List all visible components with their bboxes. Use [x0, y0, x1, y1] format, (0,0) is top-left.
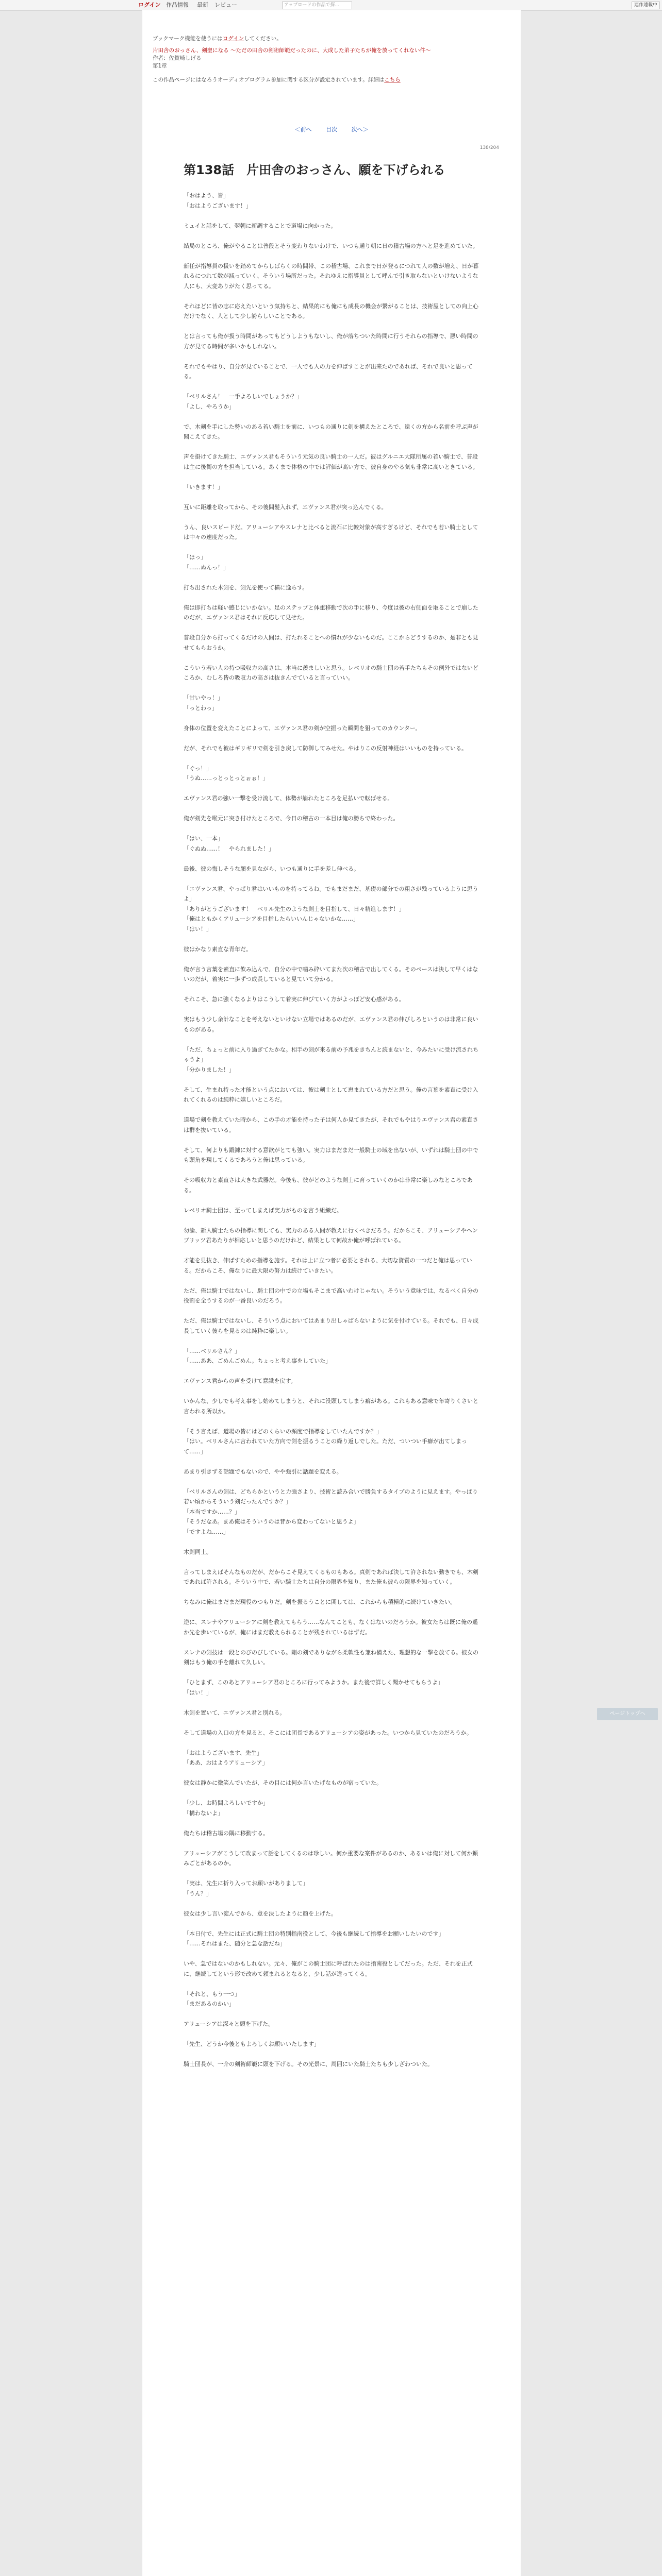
body-paragraph: 「それと、もう一つ」 「まだあるのかい」: [184, 1990, 240, 2007]
body-paragraph: 「ひとまず、このあとアリューシア君のところに行ってみようか。また後で詳しく聞かせてもらうよ」 「はい！」: [184, 1679, 444, 1696]
body-paragraph: ただ、俺は騎士ではないし、騎士団の中での立場もそこまで高いわけじゃない。そういう意味では、なるべく自分の役割を全うするのが一番良いのだろう。: [184, 1287, 478, 1304]
series-button[interactable]: 連作連載中: [632, 2, 660, 9]
body-paragraph: 結局のところ、俺がやることは普段とそう変わりないわけで、いつも通り朝に日の稽古場の方へと足を進めていた。: [184, 242, 478, 249]
body-paragraph: レベリオ騎士団は、至ってしまえば実力がものを言う組織だ。: [184, 1207, 342, 1214]
body-paragraph: それでもやはり、自分が見ていることで、一人でも人の力を伸ばすことが出来たのであれば、それで良いと思ってる。: [184, 363, 473, 380]
login-link[interactable]: ログイン: [138, 2, 161, 8]
body-paragraph: 道場で剣を教えていた時から、この手の才能を持った子は何人か見てきたが、それでもやはりエヴァンス君の素直さは群を抜いている。: [184, 1116, 478, 1133]
body-paragraph: 「エヴァンス君、やっぱり君はいいものを持ってるね。でもまだまだ、基礎の部分での粗さが残っているように思うよ」 「ありがとうございます！ ベリル先生のような剣士を目指して、日々精進します！」 「俺はともかくアリューシアを目指したらいいんじゃないかな……」 「はい！」: [184, 885, 478, 933]
chapter-pager: [142, 125, 521, 133]
body-paragraph: 騎士団長が、一介の剣術師範に頭を下げる。その光景に、周囲にいた騎士たちも少しざわついた。: [184, 2061, 433, 2067]
body-paragraph: ちなみに俺はまだまだ現役のつもりだ。剣を振るうことに関しては、これからも積極的に続けていきたい。: [184, 1599, 456, 1605]
body-paragraph: アリューシアは深々と頭を下げた。: [184, 2021, 274, 2027]
chapter-title: 第138話 片田舎のおっさん、願を下げられる: [184, 163, 445, 177]
search-input[interactable]: アップロードの作品で探...: [282, 2, 352, 9]
body-paragraph: 「おはよう、皆」 「おはようございます！」: [184, 192, 252, 209]
body-paragraph: 俺は即打ちは軽い感じにいかない。足のステップと体重移動で次の手に移り、今度は彼の右側面を取ることで崩したのだが、エヴァンス君はそれに反応して見せた。: [184, 604, 478, 621]
body-paragraph: 新任が指導員の扱いを踏めてからしばらくの時間帯、この稽古場、これまで日が登るにつれて人の数が増え、日が暮れるにつれて数が減っていく、そういう場所だった。それゆえに指導員として呼んで引き取らないといけないような人にも、大変ありがたく思ってる。: [184, 262, 479, 290]
body-paragraph: そして、何よりも鍛錬に対する意欲がとても強い。実力はまだまだ一般騎士の域を出ないが、いずれは騎士団の中でも頭角を現してくるであろうと俺は思っている。: [184, 1146, 478, 1163]
body-paragraph: とは言っても俺が扱う時間があってもどうしようもないし、俺が落ちついた時間に行うそれらの指導で、悪い時間の方が見てる時間が多いかもしれない。: [184, 333, 478, 350]
body-paragraph: 「先生、どうか今後ともよろしくお願いいたします」: [184, 2041, 320, 2047]
body-paragraph: そして、生まれ持った才能という点においては、彼は剣士として恵まれている方だと思う。俺の言葉を素直に受け入れてくれるのは純粋に嬉しいところだ。: [184, 1086, 478, 1103]
body-paragraph: 打ち出された木剣を、剣先を使って横に逸らす。: [184, 584, 308, 591]
chapter-number: 138/204: [479, 145, 499, 150]
nav-item-work-info[interactable]: 作品情報: [166, 2, 189, 8]
chapter-group: 第1章: [153, 63, 167, 69]
body-paragraph: 身体の位置を変えたことによって、エヴァンス君の剣が空振った瞬間を狙ってのカウンター。: [184, 724, 421, 732]
body-paragraph: だが、それでも彼はギリギリで剣を引き戻して防御してみせた。やはりこの反射神経はいいものを持っている。: [184, 744, 467, 752]
body-paragraph: 「甘いやっ！」 「っとわっ」: [184, 694, 223, 711]
nav-item-latest[interactable]: 最新: [197, 2, 208, 8]
bookmark-notice: ブックマーク機能を使うにはログインしてください。: [153, 36, 282, 42]
body-paragraph: 「そう言えば、道場の皆にはどのくらいの頻度で指導をしていたんですか？」 「はい。ベリルさんに言われていた方向で剣を振るうことの繰り返しでした。ただ、ついつい手癖が出てしまって……」: [184, 1428, 467, 1455]
page-top-button[interactable]: ページトップへ: [597, 1708, 658, 1720]
body-paragraph: エヴァンス君からの声を受けて意識を戻す。: [184, 1378, 296, 1384]
body-paragraph: アリューシアがこうして改まって話をしてくるのは珍しい。何か重要な案件があるのか、あるいは俺に対して何か頼みごとがあるのか。: [184, 1850, 478, 1867]
body-paragraph: 「ベリルさんの剣は、どちらかというと力強さより、技術と読み合いで勝負するタイプのように見えます。やっぱり若い頃からそういう剣だったんですか？」 「本当ですか……？」 「そうだなあ。まあ俺はそういうのは昔から変わってないと思うよ」 「ですよね……」: [184, 1488, 478, 1535]
body-paragraph: 俺が言う言葉を素直に飲み込んで、自分の中で噛み砕いてまた次の稽古で出してくる。そのペースは決して早くはないのだが、着実に一歩ずつ成長していると見ていて分かる。: [184, 965, 478, 982]
body-paragraph: 「実は、先生に折り入ってお願いがありまして」 「うん？」: [184, 1880, 308, 1897]
body-paragraph: ただ、俺は騎士ではないし、そういう点においてはあまり出しゃばらないように気を付けている。それでも、日々成長していく彼らを見るのは純粋に楽しい。: [184, 1317, 478, 1334]
body-paragraph: 俺たちは稽古場の隅に移動する。: [184, 1829, 269, 1837]
body-paragraph: 彼女は少し言い淀んでから、意を決したように顔を上げた。: [184, 1910, 337, 1917]
body-paragraph: うん、良いスピードだ。アリューシアやスレナと比べると流石に比較対象が高すぎるけど、それでも若い騎士としては中々の速度だった。: [184, 523, 478, 540]
prev-link[interactable]: ＜前へ: [294, 126, 312, 133]
body-paragraph: 「本日付で、先生には正式に騎士団の特別指南役として、今後も継続して指導をお願いしたいのです」 「……それはまた、随分と急な話だね」: [184, 1930, 444, 1947]
body-paragraph: 言ってしまえばそんなものだが、だからこそ見えてくるものもある。真剣であれば決して許されない動きでも、木剣であれば許される。そういう中で、若い騎士たちは自分の限界を知り、また俺も彼らの限界を知っていく。: [184, 1568, 478, 1585]
body-paragraph: こういう若い人の持つ吸収力の高さは、本当に羨ましいと思う。レベリオの騎士団の若手たちもその例外ではないどころか、むしろ皆の吸収力の高さは抜きんでていると言っていい。: [184, 664, 478, 681]
login-link-inline[interactable]: ログイン: [222, 36, 244, 42]
body-paragraph: そして道場の入口の方を見ると、そこには団長であるアリューシアの姿があった。いつから見ていたのだろうか。: [184, 1729, 472, 1736]
body-paragraph: 「おはようございます、先生」 「ああ、おはようアリューシア」: [184, 1749, 268, 1766]
body-paragraph: その吸収力と素直さは大きな武器だ。今後も、彼がどのような剣士に育っていくのかは非常に楽しみなところである。: [184, 1177, 473, 1194]
body-paragraph: いかんな、少しでも考え事をし始めてしまうと、それに没頭してしまう癖がある。これもある意味で年寄りくさいと言われる所以か。: [184, 1398, 478, 1415]
next-link[interactable]: 次へ＞: [351, 126, 369, 133]
body-paragraph: 普段自分から打ってくるだけの人間は、打たれることへの慣れが少ないものだ。ここからどうするのか、是非とも見せてもらおうか。: [184, 634, 478, 651]
body-paragraph: 「ただ、ちょっと前に入り過ぎてたかな。相手の剣が来る前の予兆をきちんと読まないと、今みたいに受け流されちゃうよ」 「分かりました！」: [184, 1046, 478, 1073]
body-paragraph: 声を掛けてきた騎士、エヴァンス君もそういう元気の良い騎士の一人だ。彼はグルニエ大隊所属の若い騎士で、普段は主に後衛の方を担当している。あくまで体格の中では評価が高い方で、彼自身のやる気も非常に高いときている。: [184, 453, 478, 470]
index-link[interactable]: 目次: [326, 126, 337, 133]
body-paragraph: ミュイと話をして、翌朝に新調することで道場に向かった。: [184, 222, 337, 229]
body-paragraph: で、木剣を手にした勢いのある若い騎士を前に、いつもの通りに剣を構えたところで、遠くの方から名前を呼ぶ声が聞こえてきた。: [184, 423, 478, 440]
author-line: 作者：佐賀崎しげる: [153, 55, 202, 61]
body-paragraph: 最後、彼の悔しそうな顔を見ながら、いつも通りに手を差し伸べる。: [184, 865, 359, 872]
body-paragraph: それほどに皆の志に応えたいという気持ちと、結果的にも俺にも成長の機会が繋がることは、技術屋としての向上心だけでなく、人として少し誇らしいことである。: [184, 302, 478, 319]
body-paragraph: 「ほっ」 「……ぬんっ！」: [184, 554, 229, 571]
body-paragraph: 「……ベリルさん？」 「……ああ、ごめんごめん。ちょっと考え事をしていた」: [184, 1347, 332, 1364]
chapter-body: [184, 191, 483, 2079]
body-paragraph: 勿論、新人騎士たちの指導に関しても、実力のある人間が教えに行くべきだろう。だからこそ、アリューシアやヘンブリッツ君あたりが相応しいと思うのだけれど、結果として何故か俺が呼ばれている。: [184, 1227, 478, 1244]
series-title[interactable]: 片田舎のおっさん、剣聖になる 〜ただの田舎の剣術師範だったのに、大成した弟子たちが俺を放ってくれない件〜: [153, 47, 431, 54]
body-paragraph: 「少し、お時間よろしいですか」 「構わないよ」: [184, 1800, 269, 1817]
body-paragraph: 逆に、スレナやアリューシアに剣を教えてもらう……なんてことも、なくはないのだろうか。彼女たちは既に俺の遥か先を歩いているが、俺にはまだ教えられることが残されているはずだ。: [184, 1619, 478, 1636]
nav-item-review[interactable]: レビュー: [214, 2, 237, 8]
body-paragraph: 実はもう少し余計なことを考えないといけない立場ではあるのだが、エヴァンス君の伸びしろというのは非常に良いものがある。: [184, 1016, 478, 1033]
body-paragraph: 「ベリルさん！ 一手よろしいでしょうか？」 「よし、やろうか」: [184, 393, 303, 410]
audio-program-note: この作品ページにはなろうオーディオブログラム参加に関する区分が設定されています。詳細はこちら: [153, 77, 401, 83]
body-paragraph: いや、急ではないのかもしれない。元々、俺がこの騎士団に呼ばれたのは指南役としてだった。ただ、それを正式に、継続してという形で改めて頼まれるとなると、少し話が違ってくる。: [184, 1960, 473, 1977]
body-paragraph: 「いきます！」: [184, 483, 223, 490]
body-paragraph: 木剣を置いて、エヴァンス君と別れる。: [184, 1709, 286, 1716]
body-paragraph: 「ぐっ！」 「うぬ……っとっとっとぉぉ！」: [184, 765, 269, 782]
details-link[interactable]: こちら: [384, 77, 401, 83]
work-header: [153, 35, 508, 84]
top-bar: [0, 0, 662, 11]
body-paragraph: スレナの剣技は一段とのびのびしている。剛の剣でありながら柔軟性も兼ね備えた、理想的な一撃を放てる。彼女の剣はもう俺の手を離れて久しい。: [184, 1649, 478, 1666]
body-paragraph: それこそ、急に強くなるよりはこうして着実に伸びていく方がよっぽど安心感がある。: [184, 996, 405, 1003]
body-paragraph: あまり引きずる話題でもないので、やや強引に話題を変える。: [184, 1468, 342, 1475]
body-paragraph: エヴァンス君の強い一撃を受け流して、体勢が崩れたところを足払いで転ばせる。: [184, 795, 393, 802]
body-paragraph: 彼女は静かに微笑んでいたが、その目には何か言いたげなものが宿っていた。: [184, 1780, 382, 1786]
body-paragraph: 木剣同士。: [184, 1548, 212, 1555]
body-paragraph: 彼はかなり素直な青年だ。: [184, 945, 252, 953]
body-paragraph: 俺が剣先を喉元に突き付けたところで、今日の稽古の一本目は俺の勝ちで終わった。: [184, 815, 399, 822]
body-paragraph: 才能を見抜き、伸ばすための指導を施す。それは上に立つ者に必要とされる、大切な資質の一つだと俺は思っている。だからこそ、俺なりに最大限の努力は続けていきたい。: [184, 1257, 472, 1274]
body-paragraph: 「はい、一本」 「ぐぬぬ……！ やられました！」: [184, 835, 274, 852]
main-panel: [142, 10, 521, 2576]
body-paragraph: 互いに距離を取ってから、その後間髪入れず、エヴァンス君が突っ込んでくる。: [184, 503, 387, 511]
